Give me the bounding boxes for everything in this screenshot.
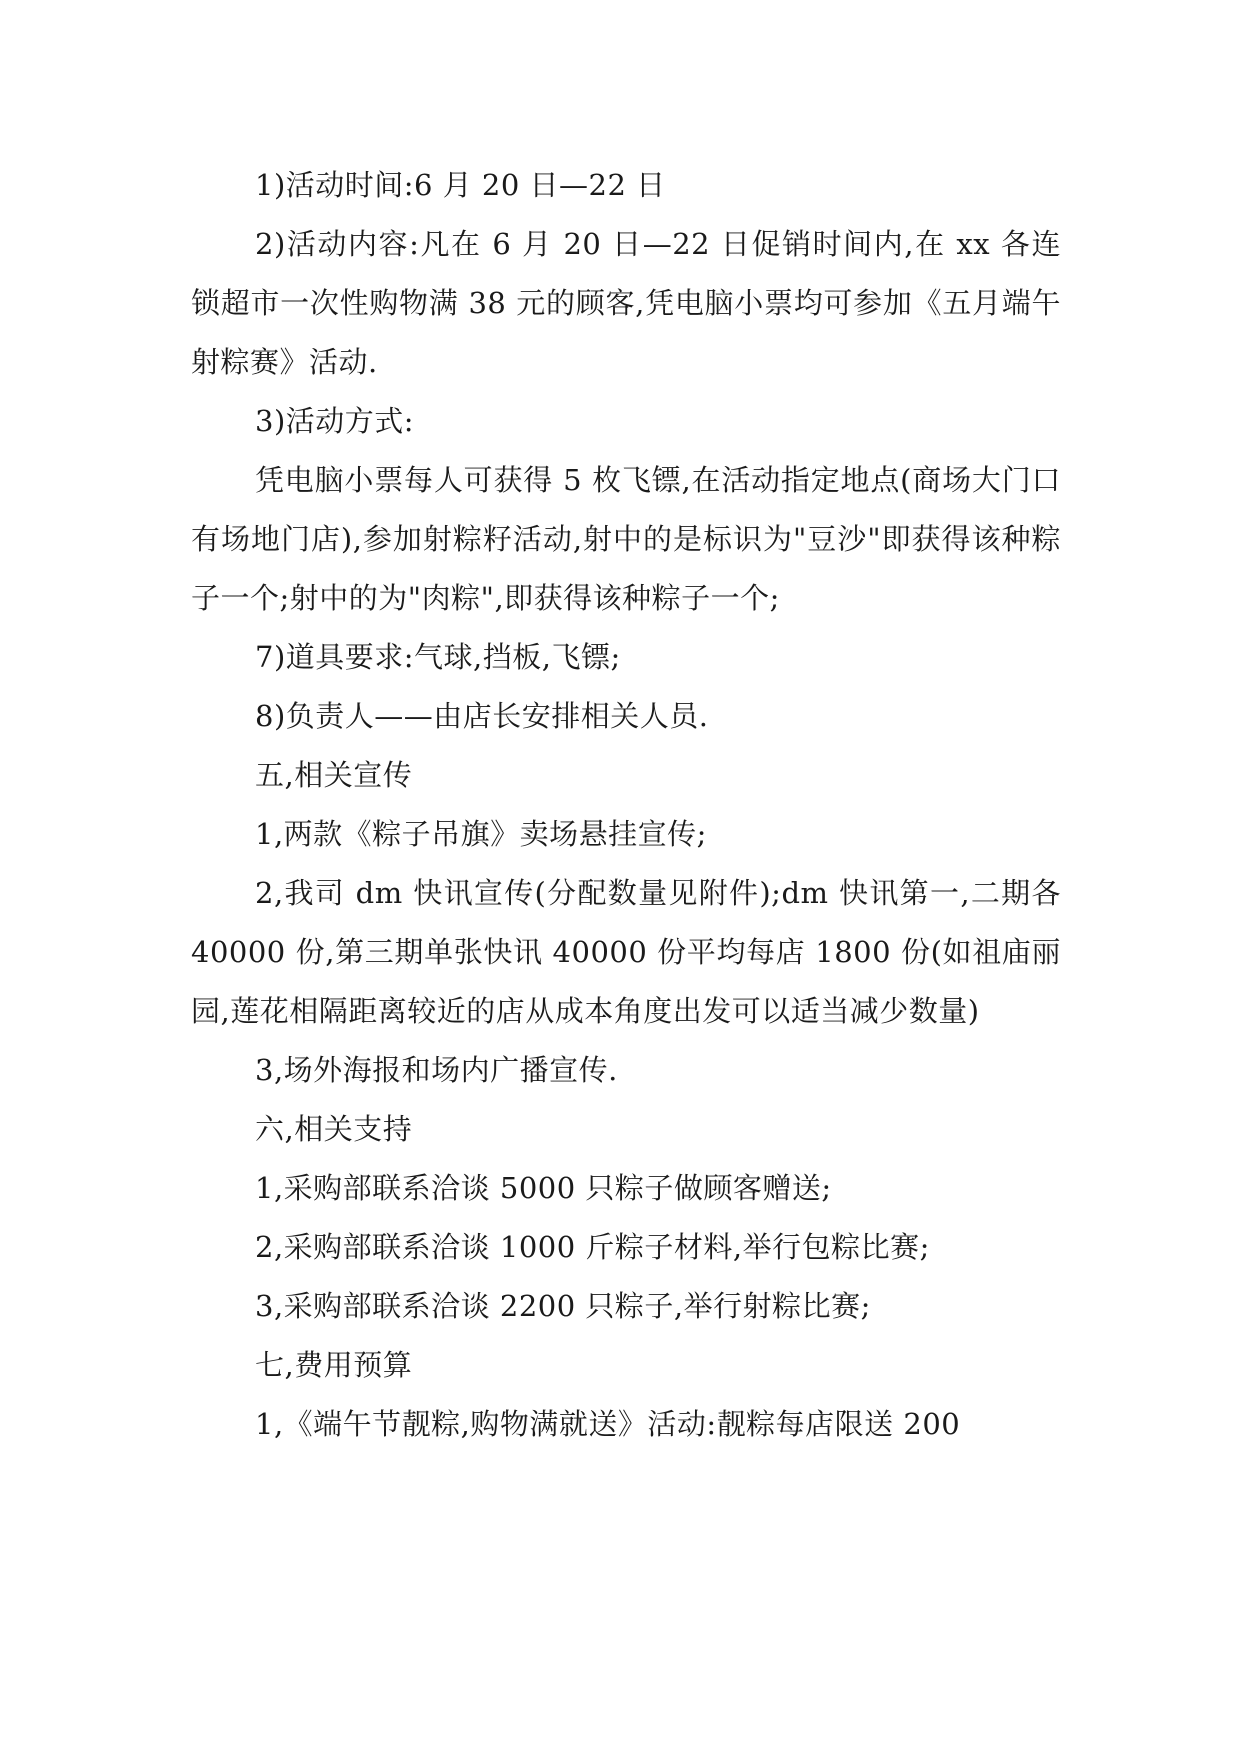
paragraph-responsible: 8)负责人——由店长安排相关人员.	[255, 699, 709, 733]
paragraph-activity-time: 1)活动时间:6 月 20 日—22 日	[255, 168, 666, 202]
paragraph-promotion-2: 2,我司 dm 快讯宣传(分配数量见附件);dm 快讯第一,二期各 40000 份,第三期单张快讯 40000 份平均每店 1800 份(如祖庙丽园,莲花相隔距离较近的店从成本角度出发可以适当减少数量)	[191, 876, 1061, 1028]
paragraph-activity-method-heading: 3)活动方式:	[255, 404, 415, 438]
document-body	[191, 156, 1061, 1454]
section-heading-budget: 七,费用预算	[255, 1348, 413, 1382]
section-heading-support: 六,相关支持	[255, 1112, 413, 1146]
paragraph-promotion-3: 3,场外海报和场内广播宣传.	[255, 1053, 618, 1087]
paragraph-budget-1: 1,《端午节靓粽,购物满就送》活动:靓粽每店限送 200	[255, 1407, 961, 1441]
section-heading-promotion: 五,相关宣传	[255, 758, 413, 792]
paragraph-activity-content: 2)活动内容:凡在 6 月 20 日—22 日促销时间内,在 xx 各连锁超市一次性购物满 38 元的顾客,凭电脑小票均可参加《五月端午射粽赛》活动.	[191, 227, 1061, 379]
paragraph-support-3: 3,采购部联系洽谈 2200 只粽子,举行射粽比赛;	[255, 1289, 871, 1323]
paragraph-support-2: 2,采购部联系洽谈 1000 斤粽子材料,举行包粽比赛;	[255, 1230, 930, 1264]
paragraph-props: 7)道具要求:气球,挡板,飞镖;	[255, 640, 621, 674]
paragraph-promotion-1: 1,两款《粽子吊旗》卖场悬挂宣传;	[255, 817, 707, 851]
paragraph-support-1: 1,采购部联系洽谈 5000 只粽子做顾客赠送;	[255, 1171, 832, 1205]
paragraph-activity-method: 凭电脑小票每人可获得 5 枚飞镖,在活动指定地点(商场大门口有场地门店),参加射粽籽活动,射中的是标识为"豆沙"即获得该种粽子一个;射中的为"肉粽",即获得该种粽子一个;	[191, 463, 1061, 615]
